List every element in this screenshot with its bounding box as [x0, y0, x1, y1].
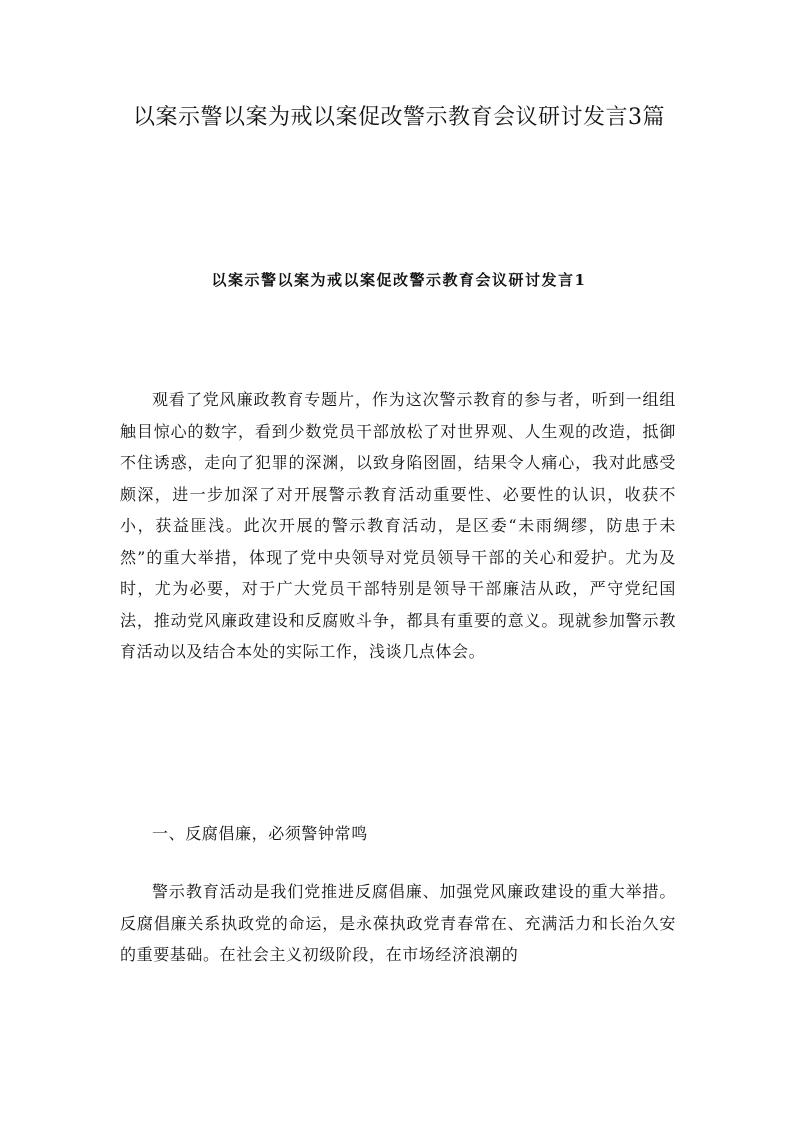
body-paragraph-2: 警示教育活动是我们党推进反腐倡廉、加强党风廉政建设的重大举措。反腐倡廉关系执政党的命运，是永葆执政党青春常在、充满活力和长治久安的重要基础。在社会主义初级阶段，在市场经济浪潮的 [120, 882, 676, 964]
section-title: 以案示警以案为戒以案促改警示教育会议研讨发言1 [211, 271, 587, 289]
document-title: 以案示警以案为戒以案促改警示教育会议研讨发言3篇 [133, 105, 665, 130]
body-paragraph-1: 观看了党风廉政教育专题片，作为这次警示教育的参与者，听到一组组触目惊心的数字，看到少数党员干部放松了对世界观、人生观的改造，抵御不住诱惑，走向了犯罪的深渊，以致身陷囹圄，结果令人痛心，我对此感受颇深，进一步加深了对开展警示教育活动重要性、必要性的认识，收获不小，获益匪浅。此次开展的警示教育活动，是区委“未雨绸缪，防患于未然”的重大举措，体现了党中央领导对党员领导干部的关心和爱护。尤为及时，尤为必要，对于广大党员干部特别是领导干部廉洁从政，严守党纪国法，推动党风廉政建设和反腐败斗争，都具有重要的意义。现就参加警示教育活动以及结合本处的实际工作，浅谈几点体会。 [120, 390, 676, 661]
section-heading-1: 一、反腐倡廉，必须警钟常鸣 [152, 824, 368, 843]
